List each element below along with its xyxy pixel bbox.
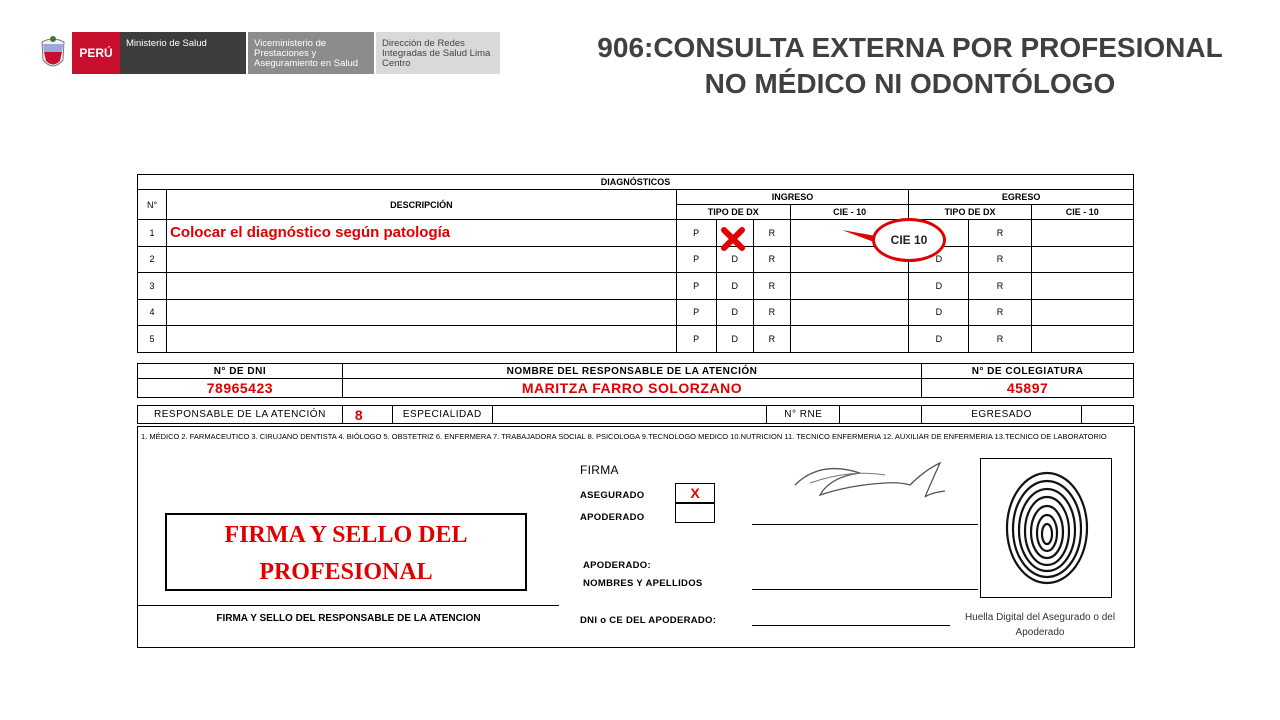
responsable-label: RESPONSABLE DE LA ATENCIÓN (138, 406, 343, 424)
firma-caption: FIRMA Y SELLO DEL RESPONSABLE DE LA ATENCION (216, 613, 481, 624)
firma-sello-box: FIRMA Y SELLO DEL PROFESIONAL (165, 513, 527, 591)
diagnosis-description[interactable]: Colocar el diagnóstico según patología (167, 220, 677, 247)
egreso-tipo-dx-header: TIPO DE DX (909, 205, 1031, 220)
nombre-value[interactable]: MARITZA FARRO SOLORZANO (342, 379, 921, 398)
ministerio-logo: Ministerio de Salud (120, 32, 246, 74)
ingreso-cie10-header: CIE - 10 (790, 205, 908, 220)
title-line-2: NO MÉDICO NI ODONTÓLOGO (704, 68, 1116, 99)
col-desc-header: DESCRIPCIÓN (167, 190, 677, 220)
table-row: 4 P D R D R (138, 299, 1134, 326)
asegurado-checkbox[interactable]: X (675, 483, 715, 503)
ingreso-tipo-dx-header: TIPO DE DX (676, 205, 790, 220)
egreso-header: EGRESO (909, 190, 1134, 205)
colegiatura-header: N° DE COLEGIATURA (922, 364, 1134, 379)
dni-value[interactable]: 78965423 (138, 379, 343, 398)
apoderado-checkbox[interactable] (675, 503, 715, 523)
coat-of-arms-icon (38, 34, 68, 74)
page-title (540, 30, 1280, 102)
ingreso-header: INGRESO (676, 190, 909, 205)
fingerprint-icon (1003, 469, 1091, 587)
responsable-detail-table (137, 405, 1134, 424)
rne-value[interactable] (840, 406, 922, 424)
cie10-callout: CIE 10 (872, 218, 946, 262)
asegurado-label: ASEGURADO (580, 490, 645, 501)
viceministerio-logo: Viceministerio de Prestaciones y Aseguramiento en Salud (248, 32, 374, 74)
egresado-value[interactable] (1082, 406, 1134, 424)
apoderado2-label: APODERADO: (583, 560, 651, 571)
nombre-header: NOMBRE DEL RESPONSABLE DE LA ATENCIÓN (342, 364, 921, 379)
direccion-logo: Dirección de Redes Integradas de Salud Lima Centro (376, 32, 500, 74)
egresado-label: EGRESADO (922, 406, 1082, 424)
signature-line (138, 605, 559, 606)
huella-caption: Huella Digital del Asegurado o del Apoderado (964, 612, 1116, 638)
firma-label: FIRMA (580, 463, 619, 477)
peru-logo: PERÚ (72, 32, 120, 74)
title-line-1: 906:CONSULTA EXTERNA POR PROFESIONAL (597, 32, 1223, 63)
dni-apoderado-label: DNI o CE DEL APODERADO: (580, 615, 717, 626)
fingerprint-box (980, 458, 1112, 598)
col-n-header: N° (138, 190, 167, 220)
responsable-value[interactable]: 8 (342, 406, 392, 424)
signature-scribble (790, 455, 950, 510)
cross-mark-icon (720, 226, 746, 252)
table-row: 2 P D R D R (138, 246, 1134, 273)
responsable-table (137, 363, 1134, 398)
dni-apoderado-line[interactable] (752, 625, 950, 626)
table-row: 1 Colocar el diagnóstico según patología P R R (138, 220, 1134, 247)
colegiatura-value[interactable]: 45897 (922, 379, 1134, 398)
especialidad-label: ESPECIALIDAD (392, 406, 492, 424)
nombres-label: NOMBRES Y APELLIDOS (583, 578, 703, 589)
diagnosticos-table (137, 174, 1134, 353)
dni-header: N° DE DNI (138, 364, 343, 379)
nombres-line[interactable] (752, 589, 978, 590)
profesiones-list: 1. MÉDICO 2. FARMACEUTICO 3. CIRUJANO DENTISTA 4. BIÓLOGO 5. OBSTETRIZ 6. ENFERMERA 7. TRABAJADORA SOCIAL 8. PSICOLOGA 9.TECNOLOGO MEDICO 10.NUTRICION 11. TECNICO ENFERMERIA 12. AUXILIAR DE ENFERMERIA 13.TECNICO DE LABORATORIO (141, 432, 1107, 441)
table-row: 3 P D R D R (138, 273, 1134, 300)
table-row: 5 P D R D R (138, 326, 1134, 353)
egreso-cie10-header: CIE - 10 (1031, 205, 1133, 220)
especialidad-value[interactable] (492, 406, 767, 424)
firma-line (752, 524, 978, 525)
apoderado-label: APODERADO (580, 512, 645, 523)
diagnosticos-title: DIAGNÓSTICOS (138, 175, 1134, 190)
rne-label: N° RNE (767, 406, 840, 424)
